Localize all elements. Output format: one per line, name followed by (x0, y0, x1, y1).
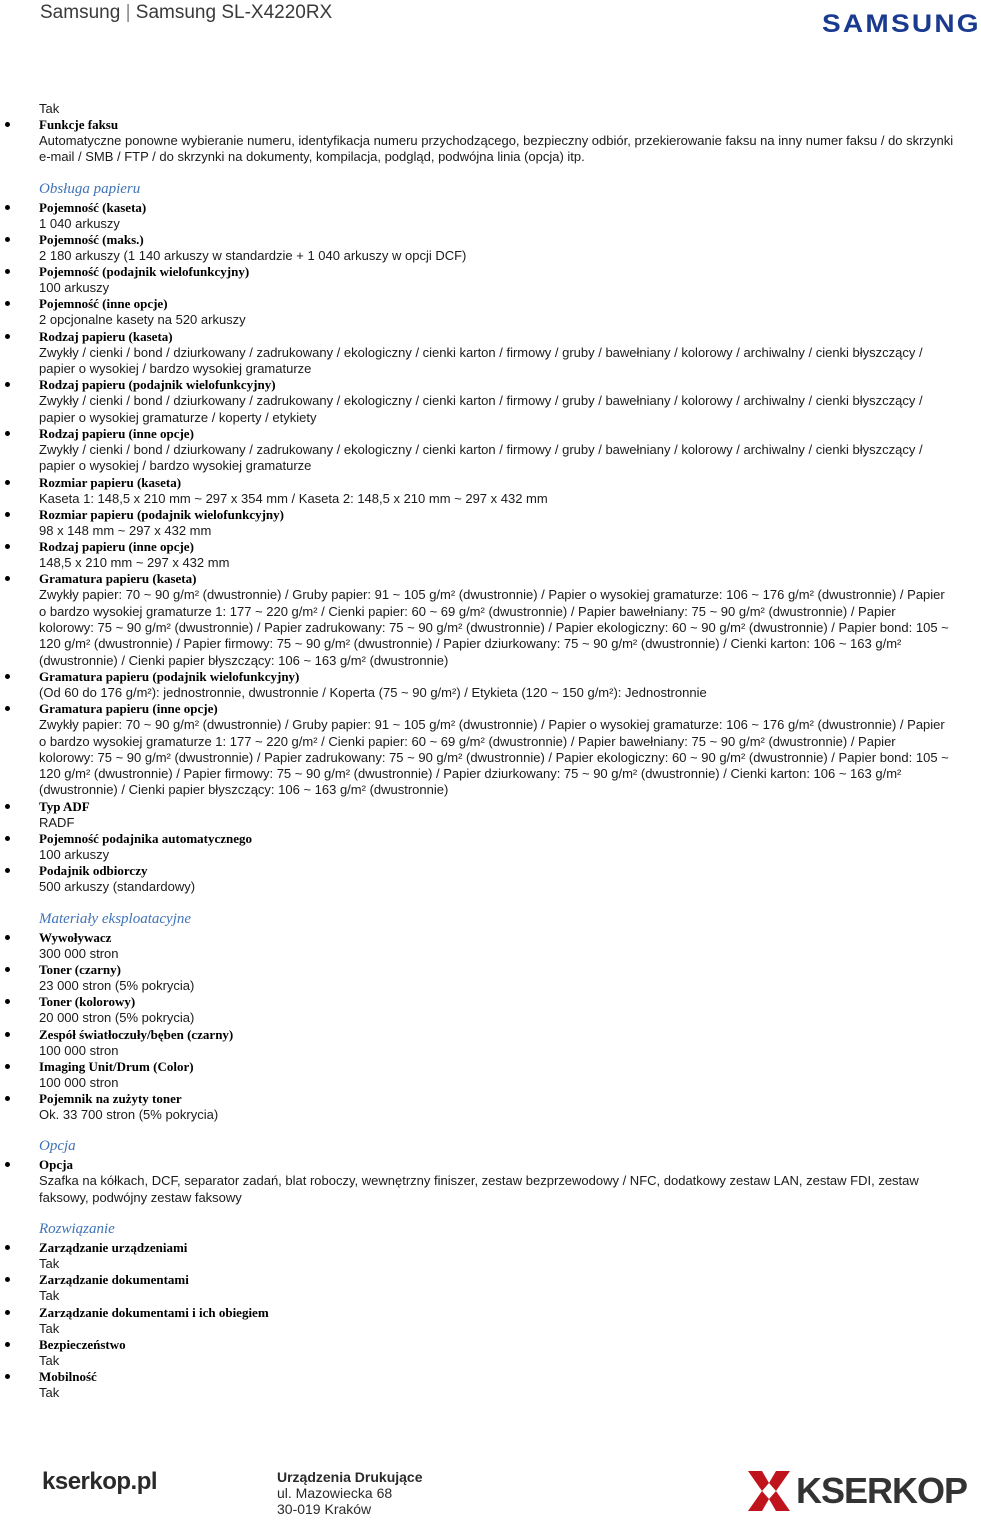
bullet-icon (5, 334, 10, 339)
header-brand: Samsung (40, 2, 121, 23)
spec-label: Zarządzanie urządzeniami (39, 1239, 188, 1255)
spec-value: Tak (39, 1255, 60, 1271)
bullet-icon (5, 480, 10, 485)
bullet-icon (5, 576, 10, 581)
spec-label: Funkcje faksu (39, 117, 119, 132)
spec-value: RADF (39, 814, 75, 830)
spec-item (0, 296, 960, 328)
spec-label: Rozmiar papieru (podajnik wielofunkcyjny) (39, 506, 284, 522)
header-model: Samsung SL-X4220RX (135, 2, 333, 23)
spec-label: Rodzaj papieru (podajnik wielofunkcyjny) (39, 377, 276, 393)
spec-item (0, 232, 960, 264)
spec-value: Zwykły / cienki / bond / dziurkowany / zadrukowany / ekologiczny / cienki karton / firmowy / gruby / bawełniany / kolorowy / archiwalny / cienki błyszczący / papier o wysokiej gramaturze / koperty / etykiety (39, 393, 923, 425)
spec-content (0, 101, 960, 1401)
bullet-icon (5, 804, 10, 809)
spec-value: Kaseta 1: 148,5 x 210 mm ~ 297 x 354 mm / Kaseta 2: 148,5 x 210 mm ~ 297 x 432 mm (39, 490, 548, 506)
spec-item (0, 475, 960, 507)
spec-value: 20 000 stron (5% pokrycia) (39, 1010, 195, 1026)
spec-label: Rodzaj papieru (kaseta) (39, 328, 173, 344)
spec-label: Zarządzanie dokumentami i ich obiegiem (39, 1304, 269, 1320)
bullet-icon (5, 674, 10, 679)
spec-value: 148,5 x 210 mm ~ 297 x 432 mm (39, 555, 230, 571)
bullet-icon (5, 967, 10, 972)
spec-item (0, 264, 960, 296)
spec-item (0, 930, 960, 962)
spec-label: Gramatura papieru (inne opcje) (39, 701, 218, 717)
spec-value: Ok. 33 700 stron (5% pokrycia) (39, 1107, 219, 1123)
spec-label: Gramatura papieru (podajnik wielofunkcyjny) (39, 668, 300, 684)
bullet-icon (5, 122, 10, 127)
section-title-solution: Rozwiązanie (39, 1220, 115, 1237)
spec-item (0, 1369, 960, 1401)
spec-item (0, 200, 960, 232)
bullet-icon (5, 431, 10, 436)
spec-value: Tak (39, 1288, 60, 1304)
spec-label: Pojemność (podajnik wielofunkcyjny) (39, 264, 250, 280)
bullet-icon (5, 269, 10, 274)
spec-value: Automatyczne ponowne wybieranie numeru, identyfikacja numeru przychodzącego, bezpieczny odbiór, przekierowanie faksu na inny numer faksu / do skrzynki e-mail / SMB / FTP / do skrzynki na dokumenty, kompilacja, podgląd, podwójna linia (opcja) itp. (39, 133, 954, 165)
footer-address (277, 1469, 423, 1517)
bullet-icon (5, 512, 10, 517)
spec-label: Rodzaj papieru (inne opcje) (39, 425, 194, 441)
spec-item (0, 962, 960, 994)
spec-value: Zwykły papier: 70 ~ 90 g/m² (dwustronnie) / Gruby papier: 91 ~ 105 g/m² (dwustronnie) / Papier o wysokiej gramaturze: 106 ~ 176 g/m² (dwustronnie) / Papier o bardzo wysokiej gramaturze 1: 177 ~ 220 g/m² / Cienki papier: 60 ~ 69 g/m² (dwustronnie) / Papier bawełniany: 75 ~ 90 g/m² (dwustronnie) / Papier kolorowy: 75 ~ 90 g/m² (dwustronnie) / Papier zadrukowany: 75 ~ 90 g/m² (dwustronnie) / Papier ekologiczny: 60 ~ 90 g/m² (dwustronnie) / Papier bond: 105 ~ 120 g/m² (dwustronnie) / Papier firmowy: 75 ~ 90 g/m² (dwustronnie) / Papier dziurkowany: 75 ~ 90 g/m² (dwustronnie) / Cienki karton: 106 ~ 163 g/m² (dwustronnie) / Cienki papier błyszczący: 106 ~ 163 g/m² (dwustronnie) (39, 717, 949, 798)
spec-item (0, 539, 960, 571)
spec-item (0, 1059, 960, 1091)
spec-value: 100 000 stron (39, 1074, 119, 1090)
kserkop-logo (748, 1470, 967, 1512)
bullet-icon (5, 544, 10, 549)
spec-label: Wywoływacz (39, 929, 112, 945)
section-consumables (0, 930, 960, 1124)
spec-item (0, 426, 960, 475)
spec-label: Opcja (39, 1157, 73, 1173)
spec-label: Pojemność (maks.) (39, 231, 144, 247)
bullet-icon (5, 237, 10, 242)
bullet-icon (5, 706, 10, 711)
kserkop-logo-text: KSERKOP (796, 1470, 968, 1511)
spec-item (0, 799, 960, 831)
bullet-icon (5, 1310, 10, 1315)
spec-label: Typ ADF (39, 798, 90, 814)
page-header-title (40, 2, 332, 24)
spec-label: Toner (czarny) (39, 961, 121, 977)
section-title-paper: Obsługa papieru (39, 180, 141, 197)
spec-label: Pojemność podajnika automatycznego (39, 831, 253, 847)
spec-item (0, 1305, 960, 1337)
spec-label: Pojemność (inne opcje) (39, 296, 168, 312)
bullet-icon (5, 382, 10, 387)
spec-item (0, 994, 960, 1026)
spec-value: 2 180 arkuszy (1 140 arkuszy w standardzie + 1 040 arkuszy w opcji DCF) (39, 247, 467, 263)
bullet-icon (5, 205, 10, 210)
section-paper (0, 200, 960, 896)
spec-item (0, 831, 960, 863)
footer-address-line1: Urządzenia Drukujące (277, 1469, 423, 1485)
spec-value: 100 arkuszy (39, 847, 110, 863)
spec-item (0, 701, 960, 798)
kserkop-logo-mark-icon (748, 1471, 790, 1511)
spec-value: Tak (39, 1352, 60, 1368)
bullet-icon (5, 1162, 10, 1167)
footer-site: kserkop.pl (42, 1468, 158, 1495)
bullet-icon (5, 1342, 10, 1347)
spec-label: Mobilność (39, 1369, 97, 1385)
spec-item (0, 377, 960, 426)
spec-label: Pojemnik na zużyty toner (39, 1091, 182, 1107)
bullet-icon (5, 1374, 10, 1379)
header-separator: | (125, 2, 131, 23)
spec-value: (Od 60 do 176 g/m²): jednostronnie, dwustronnie / Koperta (75 ~ 90 g/m²) / Etykieta (120 ~ 150 g/m²): Jednostronnie (39, 684, 707, 700)
spec-item (0, 1157, 960, 1206)
spec-item (0, 117, 960, 166)
spec-label: Pojemność (kaseta) (39, 199, 147, 215)
spec-label: Zespół światłoczuły/bęben (czarny) (39, 1026, 234, 1042)
bullet-icon (5, 1032, 10, 1037)
section-title-consumables: Materiały eksploatacyjne (39, 910, 192, 927)
spec-label: Rozmiar papieru (kaseta) (39, 474, 182, 490)
spec-value: 500 arkuszy (standardowy) (39, 879, 196, 895)
bullet-icon (5, 935, 10, 940)
footer-address-line2: ul. Mazowiecka 68 (277, 1485, 393, 1501)
bullet-icon (5, 868, 10, 873)
spec-value: 100 000 stron (39, 1042, 119, 1058)
section-option (0, 1157, 960, 1206)
spec-label: Rodzaj papieru (inne opcje) (39, 539, 194, 555)
spec-value: Zwykły / cienki / bond / dziurkowany / zadrukowany / ekologiczny / cienki karton / firmowy / gruby / bawełniany / kolorowy / archiwalny / cienki błyszczący / papier o wysokiej / bardzo wysokiej gramaturze (39, 344, 923, 377)
spec-value: Zwykły papier: 70 ~ 90 g/m² (dwustronnie) / Gruby papier: 91 ~ 105 g/m² (dwustronnie) / Papier o wysokiej gramaturze: 106 ~ 176 g/m² (dwustronnie) / Papier o bardzo wysokiej gramaturze 1: 177 ~ 220 g/m² / Cienki papier: 60 ~ 69 g/m² (dwustronnie) / Papier bawełniany: 75 ~ 90 g/m² (dwustronnie) / Papier kolorowy: 75 ~ 90 g/m² (dwustronnie) / Papier zadrukowany: 75 ~ 90 g/m² (dwustronnie) / Papier ekologiczny: 60 ~ 90 g/m² (dwustronnie) / Papier bond: 105 ~ 120 g/m² (dwustronnie) / Papier firmowy: 75 ~ 90 g/m² (dwustronnie) / Papier dziurkowany: 75 ~ 90 g/m² (dwustronnie) / Cienki karton: 106 ~ 163 g/m² (dwustronnie) / Cienki papier błyszczący: 106 ~ 163 g/m² (dwustronnie) (39, 587, 949, 668)
spec-value: 98 x 148 mm ~ 297 x 432 mm (39, 522, 212, 538)
bullet-icon (5, 1245, 10, 1250)
spec-label: Bezpieczeństwo (39, 1336, 126, 1352)
spec-label: Toner (kolorowy) (39, 994, 136, 1010)
spec-item (0, 507, 960, 539)
spec-item (0, 571, 960, 668)
spec-value: 23 000 stron (5% pokrycia) (39, 977, 195, 993)
bullet-icon (5, 836, 10, 841)
samsung-logo: SAMSUNG (822, 10, 981, 38)
spec-value: 100 arkuszy (39, 280, 110, 296)
spec-item (0, 1337, 960, 1369)
spec-value: Szafka na kółkach, DCF, separator zadań, blat roboczy, wewnętrzny finiszer, zestaw bezprzewodowy / NFC, dodatkowy zestaw LAN, zestaw FDI, zestaw faksowy, podwójny zestaw faksowy (39, 1173, 919, 1205)
section-solution (0, 1240, 960, 1401)
section-fax (0, 117, 960, 166)
spec-value: Zwykły / cienki / bond / dziurkowany / zadrukowany / ekologiczny / cienki karton / firmowy / gruby / bawełniany / kolorowy / archiwalny / cienki błyszczący / papier o wysokiej / bardzo wysokiej gramaturze (39, 441, 923, 474)
bullet-icon (5, 301, 10, 306)
spec-item (0, 669, 960, 701)
footer-address-line3: 30-019 Kraków (277, 1501, 372, 1517)
bullet-icon (5, 999, 10, 1004)
bullet-icon (5, 1064, 10, 1069)
spec-label: Podajnik odbiorczy (39, 863, 148, 879)
spec-item (0, 1240, 960, 1272)
spec-item (0, 329, 960, 378)
spec-item (0, 1091, 960, 1123)
intro-value: Tak (39, 101, 60, 116)
spec-label: Gramatura papieru (kaseta) (39, 571, 197, 587)
spec-value: 1 040 arkuszy (39, 215, 120, 231)
spec-label: Imaging Unit/Drum (Color) (39, 1058, 194, 1074)
bullet-icon (5, 1277, 10, 1282)
spec-label: Zarządzanie dokumentami (39, 1272, 189, 1288)
section-title-option: Opcja (39, 1138, 76, 1155)
spec-item (0, 1027, 960, 1059)
spec-item (0, 863, 960, 895)
spec-item (0, 1272, 960, 1304)
bullet-icon (5, 1096, 10, 1101)
spec-value: Tak (39, 1320, 60, 1336)
spec-value: 2 opcjonalne kasety na 520 arkuszy (39, 312, 246, 328)
spec-value: Tak (39, 1385, 60, 1401)
spec-value: 300 000 stron (39, 945, 119, 961)
